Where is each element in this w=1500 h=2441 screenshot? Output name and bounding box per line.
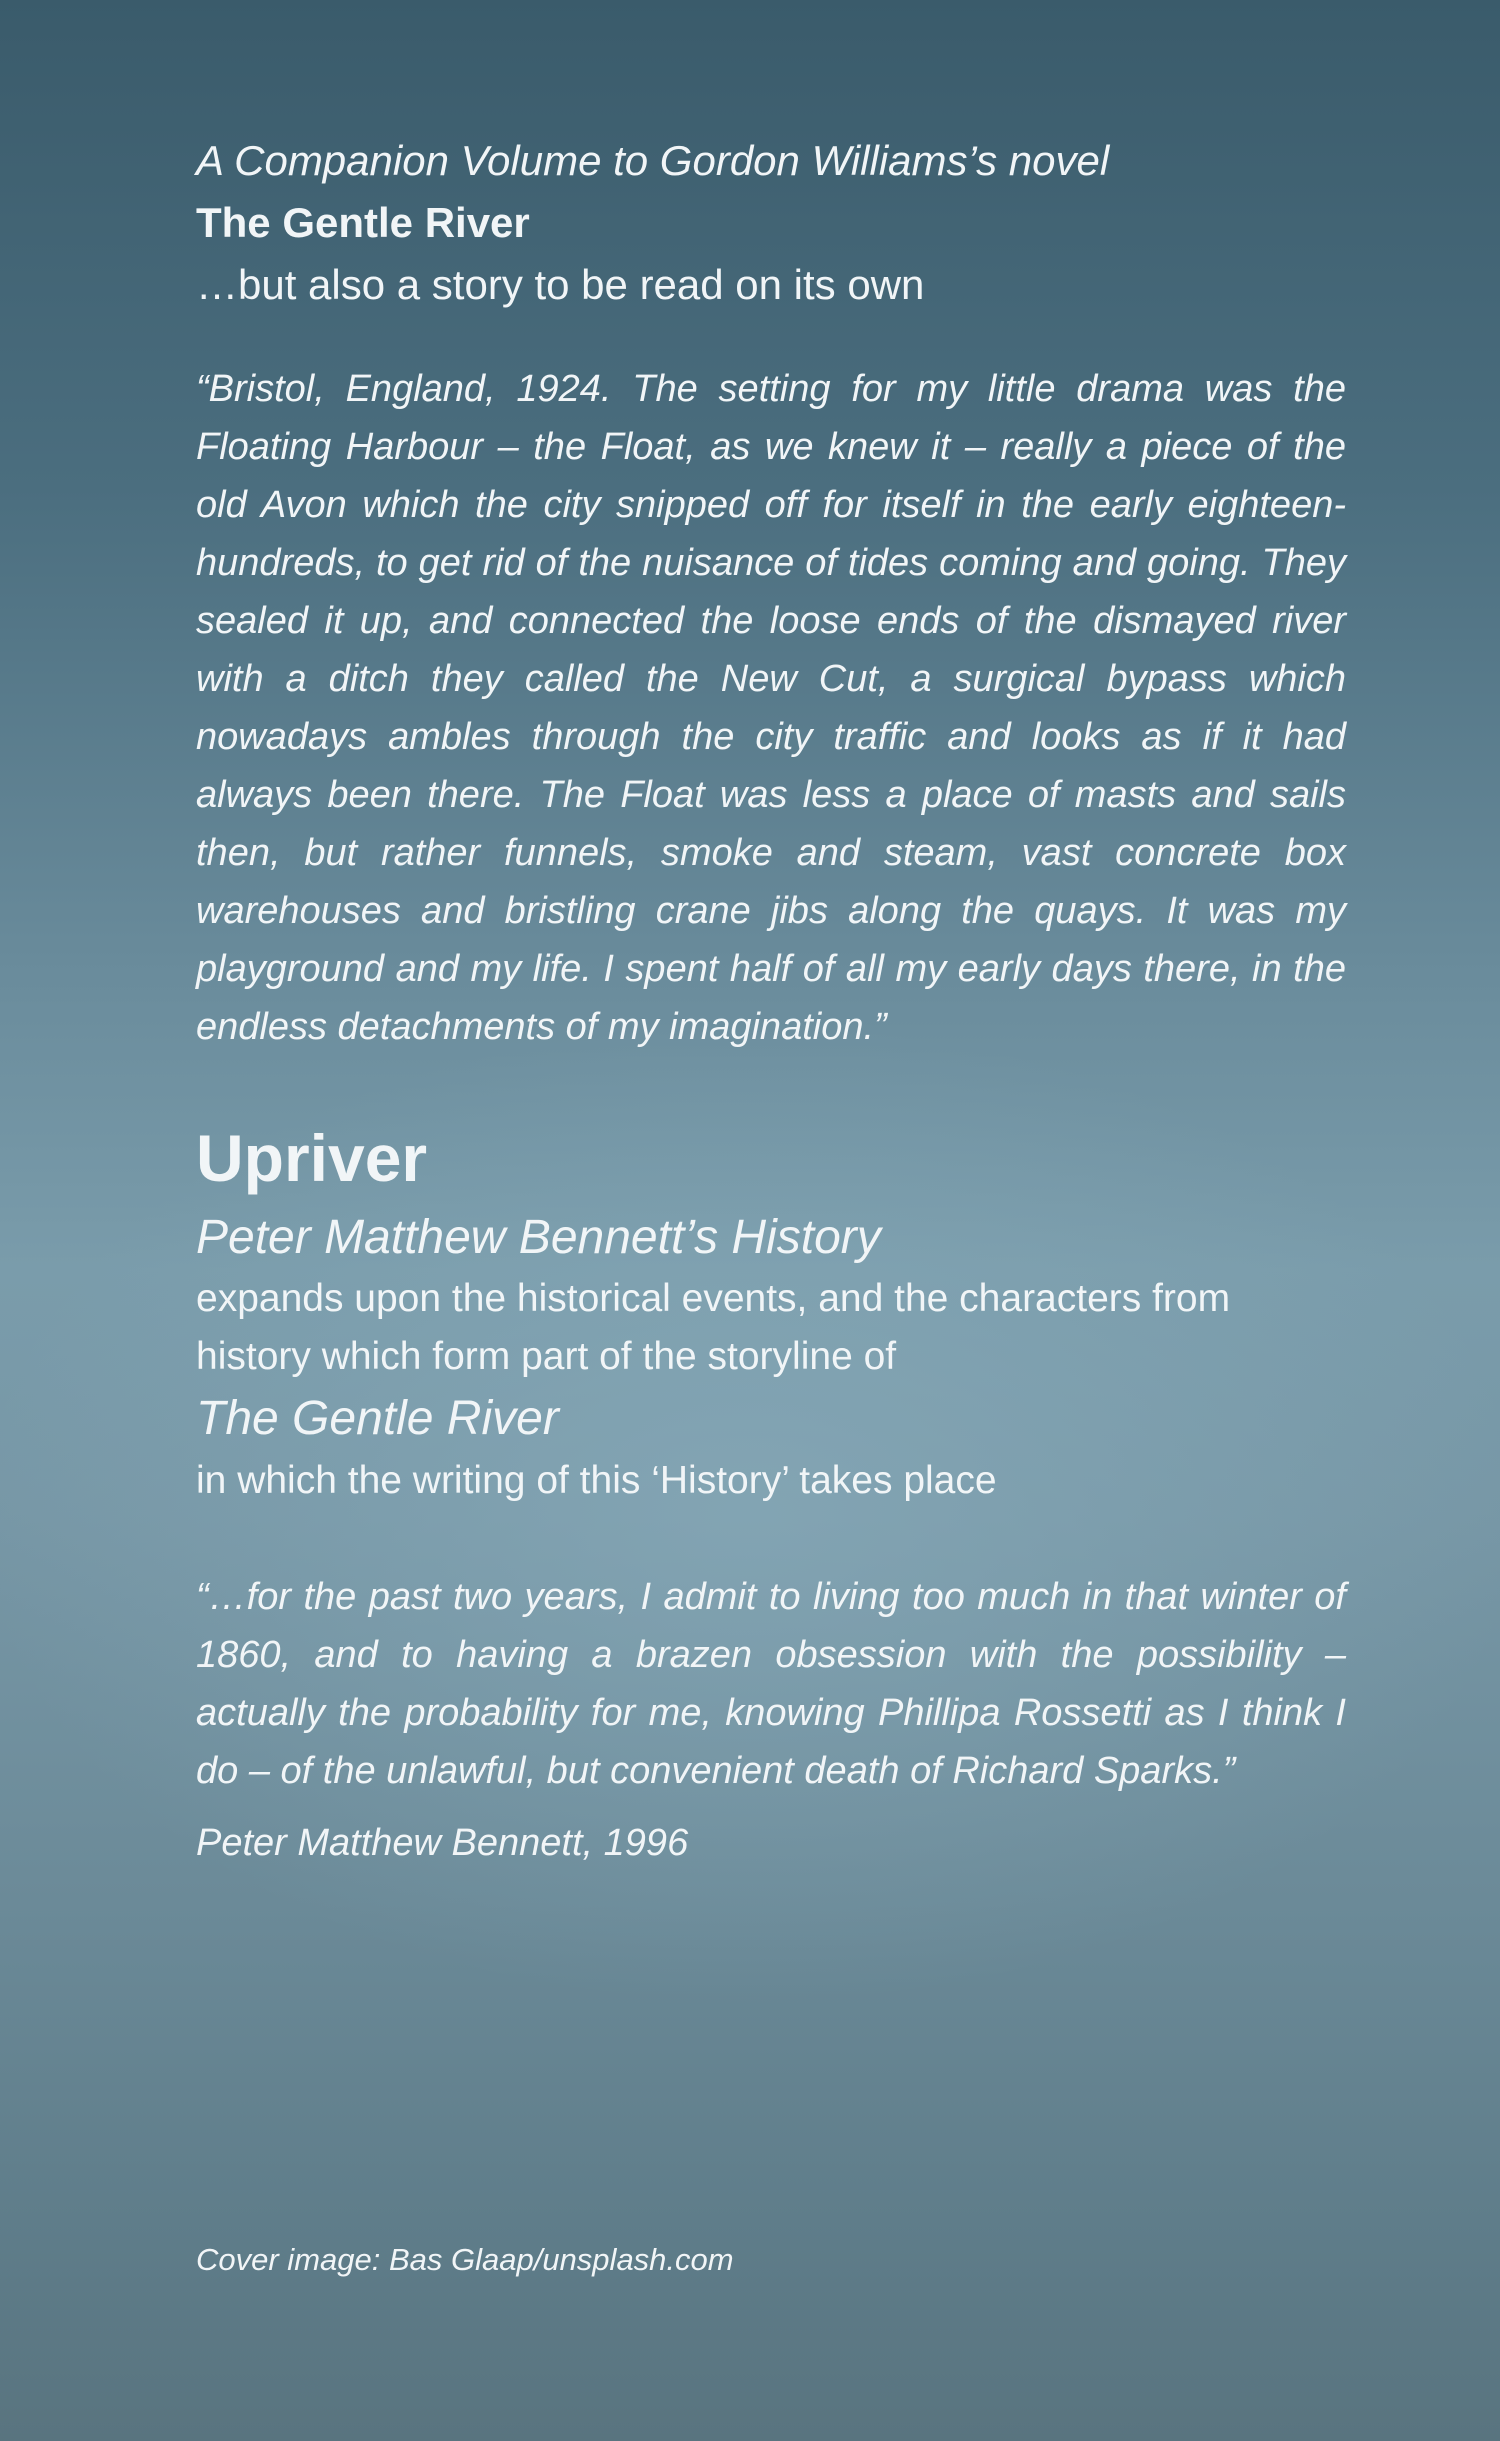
novel-title: The Gentle River [196, 199, 530, 246]
book-title: Upriver [196, 1121, 428, 1195]
book-description-continued: in which the writing of this ‘History’ takes place [196, 1459, 997, 1502]
book-description: expands upon the historical events, and the characters from history which form part of the storyline of [196, 1277, 1231, 1378]
opening-quote: “Bristol, England, 1924. The setting for my little drama was the Floating Harbour – the Float, as we knew it – really a piece of the old Avon which the city snipped off for itself in the early eighteen-hundreds, to get rid of the nuisance of tides coming and going. They sealed it up, and connected the loose ends of the dismayed river with a ditch they called the New Cut, a surgical bypass which nowadays ambles through the city traffic and looks as if it had always been there. The Float was less a place of masts and sails then, but rather funnels, smoke and steam, vast concrete box warehouses and bristling crane jibs along the quays. It was my playground and my life. I spent half of all my early days there, in the endless detachments of my imagination.” [196, 368, 1346, 1048]
related-novel-title: The Gentle River [196, 1392, 559, 1445]
companion-volume-line: A Companion Volume to Gordon Williams’s novel [196, 137, 1110, 184]
quote-attribution: Peter Matthew Bennett, 1996 [196, 1822, 689, 1864]
standalone-line: …but also a story to be read on its own [196, 261, 925, 308]
closing-quote: “…for the past two years, I admit to living too much in that winter of 1860, and to having a brazen obsession with the possibility – actually the probability for me, knowing Phillipa Rossetti as I think I do – of the unlawful, but convenient death of Richard Sparks.” [196, 1576, 1346, 1792]
back-cover-content [196, 130, 1346, 1872]
cover-image-credit: Cover image: Bas Glaap/unsplash.com [196, 2242, 734, 2277]
book-subtitle: Peter Matthew Bennett’s History [196, 1211, 881, 1264]
